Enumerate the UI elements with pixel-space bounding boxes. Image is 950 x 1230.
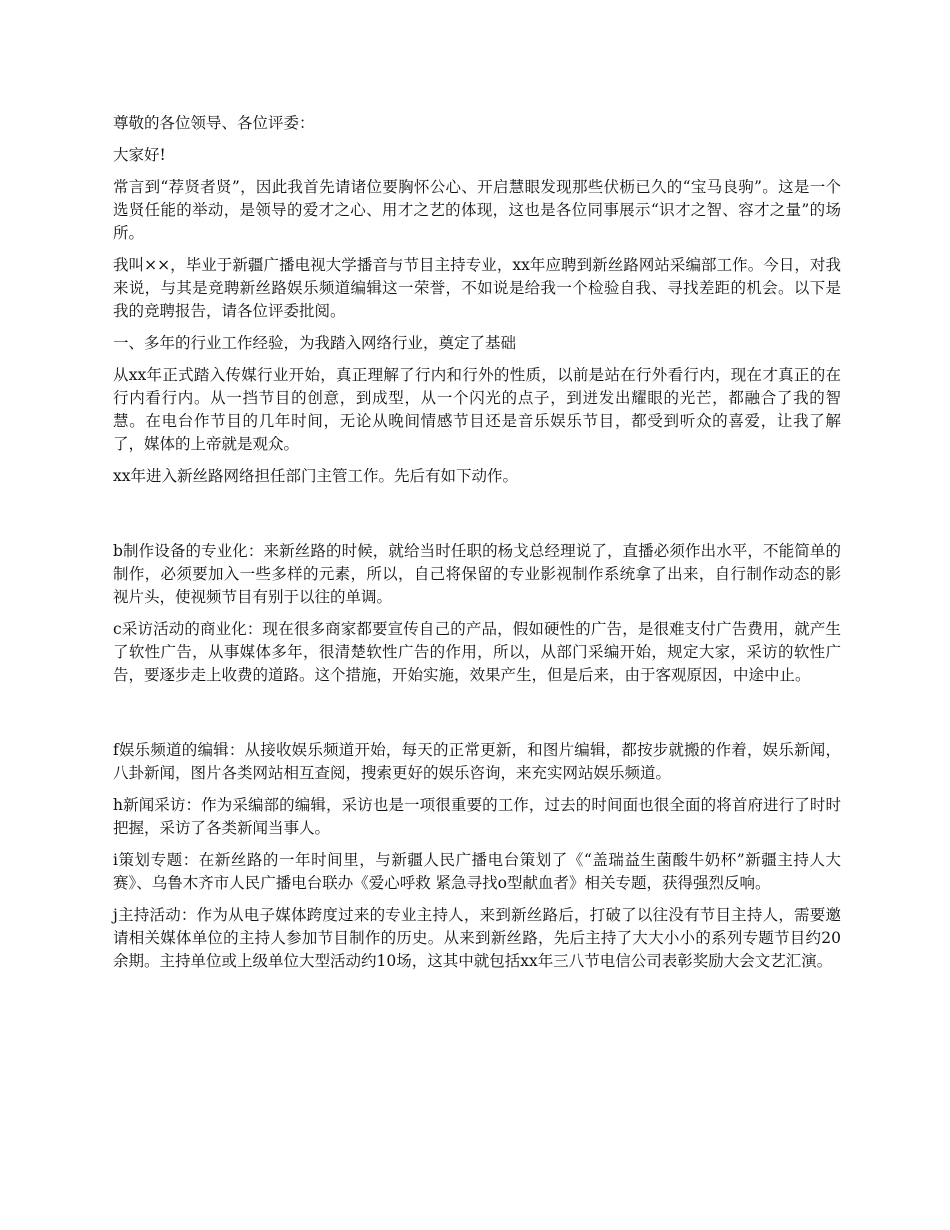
paragraph-self-intro: 我叫××，毕业于新疆广播电视大学播音与节目主持专业，xx年应聘到新丝路网站采编部工作。今日，对我来说，与其是竞聘新丝路娱乐频道编辑这一荣誉，不如说是给我一个检验自我、寻找差距的机会。以下是我的竞聘报告，请各位评委批阅。 bbox=[113, 256, 841, 320]
item-j: j主持活动：作为从电子媒体跨度过来的专业主持人，来到新丝路后，打破了以往没有节目主持人，需要邀请相关媒体单位的主持人参加节目制作的历史。从来到新丝路，先后主持了大大小小的系列专题节目约20余期。主持单位或上级单位大型活动约10场，这其中就包括xx年三八节电信公司表彰奖励大会文艺汇演。 bbox=[113, 906, 841, 970]
item-c: c采访活动的商业化：现在很多商家都要宣传自己的产品，假如硬性的广告，是很难支付广告费用，就产生了软性广告，从事媒体多年，很清楚软性广告的作用，所以，从部门采编开始，规定大家，采访的软性广告，要逐步走上收费的道路。这个措施，开始实施，效果产生，但是后来，由于客观原因，中途中止。 bbox=[113, 620, 841, 684]
section-heading: 一、多年的行业工作经验，为我踏入网络行业，奠定了基础 bbox=[113, 334, 517, 352]
item-i: i策划专题：在新丝路的一年时间里，与新疆人民广播电台策划了《“盖瑞益生菌酸牛奶杯”新疆主持人大赛》、乌鲁木齐市人民广播电台联办《爱心呼救 紧急寻找o型献血者》相关专题，获得强烈反响。 bbox=[113, 851, 841, 892]
paragraph-intro: 常言到“荐贤者贤”，因此我首先请诸位要胸怀公心、开启慧眼发现那些伏枥已久的“宝马良驹”。这是一个选贤任能的举动，是领导的爱才之心、用才之艺的体现，这也是各位同事展示“识才之智、容才之量”的场所。 bbox=[113, 178, 841, 242]
item-f: f娱乐频道的编辑：从接收娱乐频道开始，每天的正常更新，和图片编辑，都按步就搬的作着，娱乐新闻，八卦新闻，图片各类网站相互查阅，搜索更好的娱乐咨询，来充实网站娱乐频道。 bbox=[113, 741, 841, 782]
salutation: 尊敬的各位领导、各位评委： bbox=[113, 114, 315, 132]
item-b: b制作设备的专业化：来新丝路的时候，就给当时任职的杨戈总经理说了，直播必须作出水平，不能简单的制作，必须要加入一些多样的元素，所以，自己将保留的专业影视制作系统拿了出来，自行制作动态的影视片头，使视频节目有别于以往的单调。 bbox=[113, 542, 841, 606]
document-body bbox=[113, 112, 841, 982]
paragraph-experience: 从xx年正式踏入传媒行业开始，真正理解了行内和行外的性质，以前是站在行外看行内，现在才真正的在行内看行内。从一挡节目的创意，到成型，从一个闪光的点子，到迸发出耀眼的光芒，都融合了我的智慧。在电台作节目的几年时间，无论从晚间情感节目还是音乐娱乐节目，都受到听众的喜爱，让我了解了，媒体的上帝就是观众。 bbox=[113, 366, 841, 453]
greeting: 大家好! bbox=[113, 146, 166, 164]
paragraph-join: xx年进入新丝路网络担任部门主管工作。先后有如下动作。 bbox=[113, 467, 518, 485]
item-h: h新闻采访：作为采编部的编辑，采访也是一项很重要的工作，过去的时间面也很全面的将首府进行了时时把握，采访了各类新闻当事人。 bbox=[113, 796, 841, 837]
